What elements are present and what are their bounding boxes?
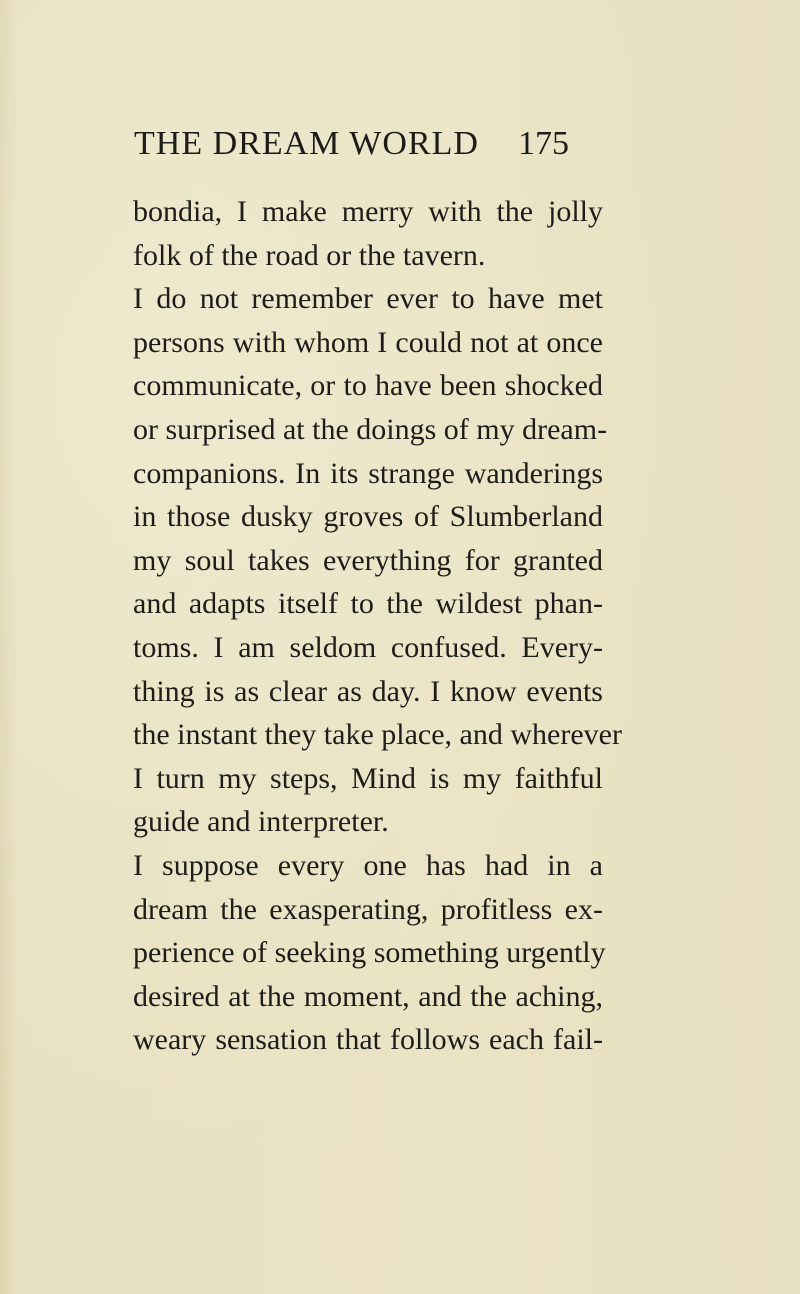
text-line: perience of seeking something urgently <box>133 936 606 970</box>
text-line: toms. I am seldom confused. Every- <box>133 630 603 664</box>
page-header <box>0 125 800 175</box>
page-number: 175 <box>518 125 569 162</box>
text-line: bondia, I make merry with the jolly <box>133 195 603 228</box>
text-line: persons with whom I could not at once <box>133 325 603 359</box>
text-line: weary sensation that follows each fail- <box>133 1023 603 1057</box>
text-line: desired at the moment, and the aching, <box>133 979 603 1013</box>
text-line: or surprised at the doings of my dream- <box>133 412 608 446</box>
body-text <box>133 190 622 1062</box>
text-line: and adapts itself to the wildest phan- <box>133 587 603 621</box>
text-line: thing is as clear as day. I know events <box>133 674 603 708</box>
text-line: folk of the road or the tavern. <box>133 238 486 272</box>
text-line: my soul takes everything for granted <box>133 543 603 577</box>
text-line: companions. In its strange wanderings <box>133 456 603 490</box>
text-line: dream the exasperating, profitless ex- <box>133 892 603 926</box>
text-line: I turn my steps, Mind is my faithful <box>133 761 603 795</box>
running-head: THE DREAM WORLD <box>134 125 479 162</box>
text-line: I suppose every one has had in a <box>133 848 603 882</box>
text-line: I do not remember ever to have met <box>133 282 603 316</box>
text-line: guide and interpreter. <box>133 805 389 839</box>
text-line: in those dusky groves of Slumberland <box>133 500 603 534</box>
text-line: communicate, or to have been shocked <box>133 369 603 403</box>
text-line: the instant they take place, and wherever <box>133 718 622 752</box>
